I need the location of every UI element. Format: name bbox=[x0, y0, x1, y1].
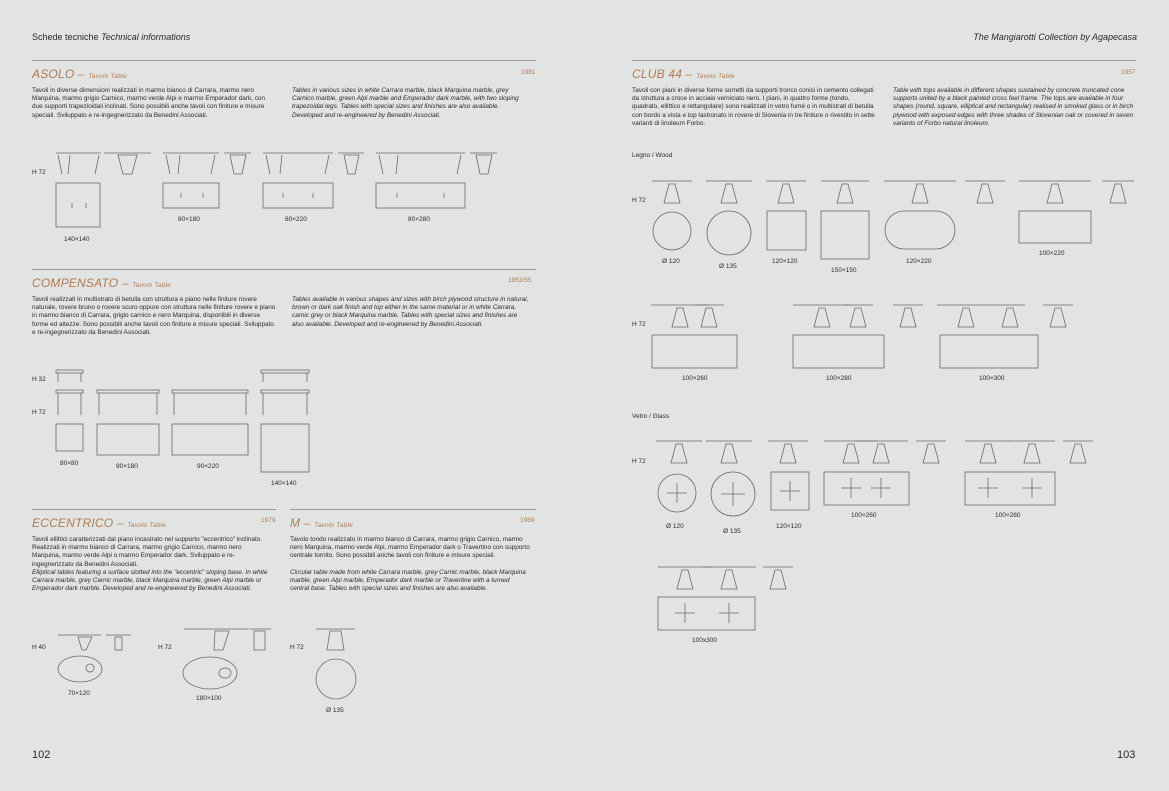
eccentrico-size-label: 70×120 bbox=[68, 690, 90, 697]
club44-glass-size-label: 100×260 bbox=[851, 512, 877, 519]
club44-glass-size-label: 100x300 bbox=[692, 637, 717, 644]
club44-year: 1957 bbox=[1121, 69, 1136, 76]
club44-plan-elliptical-120x220 bbox=[885, 211, 955, 249]
club44-name: CLUB 44 bbox=[632, 67, 683, 81]
club44-text-english: Table with tops available in different shapes sustained by concrete truncated cone supports united by a black painted cross feel frame. The tops are available in four shapes (round, square, elliptical and rectangular) realised in smoked glass or in birch plywood with exposed edges with three shades of Slovenian oak or covered in seven variants of Forbo natural linoleum. bbox=[893, 87, 1134, 127]
club44-wood-label: Legno / Wood bbox=[632, 152, 673, 159]
asolo-size-label: 80×220 bbox=[285, 216, 307, 223]
compensato-text-italian: Tavoli realizzati in multistrato di betulla con struttura e piano nelle finiture rovere naturale, rovere bruno o rovere scuro oppure con struttura nelle finiture rovere e piano in marmo bianco di Carrara, grigio carnico e nero Marquina, disponibili in diverse forme ed altezze. Sono possibili anche tavoli con finiture e misure speciali. Sviluppato e re-ingegnerizzato da Benedini Associati. bbox=[32, 296, 276, 336]
club44-plan-round-120 bbox=[653, 212, 691, 250]
club44-cone-base bbox=[780, 444, 796, 463]
asolo-size-label: 140×140 bbox=[64, 236, 90, 243]
eccentrico-size-label: 180×100 bbox=[196, 695, 222, 702]
compensato-height-low: H 32 bbox=[32, 376, 46, 383]
club44-glass-size-label: Ø 120 bbox=[666, 523, 684, 530]
asolo-dash: – bbox=[77, 67, 85, 81]
club44-glass-plan-rect-100x300 bbox=[658, 597, 755, 630]
club44-glass-label: Vetro / Glass bbox=[632, 413, 670, 420]
club44-height: H 72 bbox=[632, 321, 646, 328]
club44-plan-rect-100x280 bbox=[793, 335, 884, 368]
club44-cone-base bbox=[677, 570, 693, 589]
asolo-text-english: Tables in various sizes in white Carrara marble, black Marquina marble, grey Carnico marble, green Alpi marble and Emperador dark marble, with two sloping trapezoidal legs. Tables with special sizes and finishes are also available. Developed and re-engineered by Benedini Associati. bbox=[292, 87, 519, 119]
eccentrico-text-italian: Tavoli ellittici caratterizzati dal piano incastrato nel supporto "eccentrico" inclinato. Realizzati in marmo bianco di Carrara, marmo grigio Carnico, marmo nero Marquina, marmo verde Alpi o marmo Emperador dark. Sviluppato e re-ingegnerizzato da Benedini Associati. bbox=[32, 536, 263, 568]
club44-cone-base bbox=[980, 444, 996, 463]
eccentrico-height: H 72 bbox=[158, 644, 172, 651]
club44-cone-base bbox=[701, 308, 717, 327]
compensato-text-english: Tables available in various shapes and sizes with birch plywood structure in natural, brown or dark oak finish and top either in the same material or in white Carrara, carnic grey or black Marquina marble. Tables with special sizes and finishes are also available. Developed and re-engineered by Benedini Associati. bbox=[292, 296, 529, 328]
club44-glass-plan-rect-100x280 bbox=[965, 472, 1055, 505]
club44-height: H 72 bbox=[632, 458, 646, 465]
asolo-subtitle: Tavolo Table bbox=[88, 73, 128, 80]
club44-wood-size-label: 120×120 bbox=[772, 258, 798, 265]
club44-plan-square-150 bbox=[821, 211, 869, 259]
club44-wood-size-label: 120×220 bbox=[906, 258, 932, 265]
m-name: M bbox=[290, 516, 301, 530]
club44-cone-base bbox=[958, 308, 974, 327]
header-left-italian: Schede tecniche bbox=[32, 32, 99, 42]
club44-cone-base bbox=[1047, 184, 1063, 203]
asolo-text-italian: Tavoli in diverse dimensioni realizzati in marmo bianco di Carrara, marmo nero Marquina, marmo grigio Carnico, marmo verde Alpi e marmo Emperador dark, con due supporti trapezioidali inclinati. Sono possibili anche tavoli con finiture e misure speciali. Sviluppato e re-ingegnerizzato da Benedini Associati. bbox=[32, 87, 265, 119]
club44-cone-base bbox=[837, 184, 853, 203]
header-right-title: The Mangiarotti Collection by Agapecasa bbox=[973, 32, 1137, 42]
club44-cone-base bbox=[721, 184, 737, 203]
club44-cone-base bbox=[672, 308, 688, 327]
compensato-height: H 72 bbox=[32, 409, 46, 416]
compensato-name: COMPENSATO bbox=[32, 276, 119, 290]
club44-cone-base bbox=[900, 308, 916, 327]
club44-cone-base bbox=[1002, 308, 1018, 327]
club44-cone-base bbox=[664, 184, 680, 203]
m-subtitle: Tavolo Table bbox=[314, 522, 353, 529]
club44-glass-plan-rect-100x260 bbox=[824, 472, 909, 505]
eccentrico-dash: – bbox=[116, 516, 124, 530]
club44-wood-size-label: 100×300 bbox=[979, 375, 1005, 382]
club44-text-italian: Tavoli con piani in diverse forme sorretti da supporti tronco conici in cemento collegati da struttura a croce in acciaio verniciato nero. I piani, in quattro forme (tondo, quadrato, ellittico e rettangolare) sono realizzati in vetro fumé o in multistrati di betulla con bordo a vista e top lastronato in rovere di Slovenia in tre finiture o rivestito in sette varianti di linoleum Forbo. bbox=[632, 87, 875, 127]
m-text-english: Circular table made from white Carrara marble, grey Carnic marble, black Marquina marble, green Alpi marble, Emperador dark marble or Travertine with a turned central base. Tables with special sizes and finishes are also available. bbox=[290, 569, 526, 593]
club44-plan-rect-100x220 bbox=[1019, 211, 1091, 243]
club44-glass-size-label: 120×120 bbox=[776, 523, 802, 530]
club44-glass-size-label: 100×280 bbox=[995, 512, 1021, 519]
eccentrico-year: 1979 bbox=[261, 517, 276, 524]
club44-cone-base bbox=[721, 570, 737, 589]
page-number-right: 103 bbox=[1117, 749, 1136, 761]
club44-cone-base bbox=[1050, 308, 1066, 327]
club44-cone-base bbox=[1110, 184, 1126, 203]
asolo-year: 1981 bbox=[521, 69, 536, 76]
club44-plan-square-120 bbox=[767, 211, 806, 250]
asolo-size-label: 80×180 bbox=[178, 216, 200, 223]
club44-wood-size-label: 100×280 bbox=[826, 375, 852, 382]
compensato-size-label: 140×140 bbox=[271, 480, 297, 487]
asolo-height: H 72 bbox=[32, 169, 46, 176]
m-text-italian: Tavolo tondo realizzato in marmo bianco di Carrara, marmo grigio Carnico, marmo nero Marquina, marmo verde Alpi, marmo Emperador dark o Travertino con supporto centrale tornito. Sono possibili anche tavoli con finiture e misure speciali. bbox=[290, 536, 530, 560]
club44-wood-size-label: 150×150 bbox=[831, 267, 857, 274]
compensato-dash: – bbox=[121, 276, 129, 290]
club44-glass-size-label: Ø 135 bbox=[723, 528, 741, 535]
club44-dash: – bbox=[685, 67, 693, 81]
club44-cone-base bbox=[843, 444, 859, 463]
m-height: H 72 bbox=[290, 644, 304, 651]
club44-cone-base bbox=[912, 184, 928, 203]
club44-plan-rect-100x260 bbox=[652, 335, 737, 368]
club44-cone-base bbox=[923, 444, 939, 463]
eccentrico-name: ECCENTRICO bbox=[32, 516, 114, 530]
club44-plan-rect-100x300 bbox=[940, 335, 1038, 368]
page-number-left: 102 bbox=[32, 749, 51, 761]
club44-height: H 72 bbox=[632, 197, 646, 204]
club44-wood-size-label: Ø 120 bbox=[662, 258, 680, 265]
club44-cone-base bbox=[850, 308, 866, 327]
club44-wood-size-label: 100×220 bbox=[1039, 250, 1065, 257]
club44-cone-base bbox=[1070, 444, 1086, 463]
compensato-size-label: 90×180 bbox=[116, 463, 138, 470]
compensato-subtitle: Tavolo Table bbox=[132, 282, 171, 289]
club44-cone-base bbox=[671, 444, 687, 463]
club44-cone-base bbox=[814, 308, 830, 327]
club44-cone-base bbox=[1024, 444, 1040, 463]
club44-cone-base bbox=[873, 444, 889, 463]
eccentrico-subtitle: Tavolo Table bbox=[127, 522, 167, 529]
club44-cone-base bbox=[977, 184, 993, 203]
eccentrico-text-english: Elliptical tables featuring a surface slotted into the "eccentric" sloping base. In white Carrara marble, grey Carnic marble, black Marquina marble, green Alpi marble or Emperador dark marble. Developed and re-engineered by Benedini Associati. bbox=[32, 569, 268, 593]
compensato-size-label: 90×220 bbox=[197, 463, 219, 470]
m-size-label: Ø 135 bbox=[326, 707, 344, 714]
asolo-name: ASOLO bbox=[32, 67, 75, 81]
club44-cone-base bbox=[721, 444, 737, 463]
club44-subtitle: Tavolo Table bbox=[696, 73, 735, 80]
club44-cone-base bbox=[770, 570, 786, 589]
m-dash: – bbox=[303, 516, 311, 530]
eccentrico-height-low: H 40 bbox=[32, 644, 46, 651]
club44-wood-size-label: 100×260 bbox=[682, 375, 708, 382]
compensato-year: 1953/55 bbox=[508, 277, 532, 284]
club44-cone-base bbox=[778, 184, 794, 203]
asolo-size-label: 80×280 bbox=[408, 216, 430, 223]
club44-wood-size-label: Ø 135 bbox=[719, 263, 737, 270]
compensato-size-label: 80×80 bbox=[60, 460, 79, 467]
club44-plan-round-135 bbox=[707, 211, 751, 255]
header-left-english: Technical informations bbox=[101, 32, 191, 42]
m-year: 1969 bbox=[520, 517, 535, 524]
